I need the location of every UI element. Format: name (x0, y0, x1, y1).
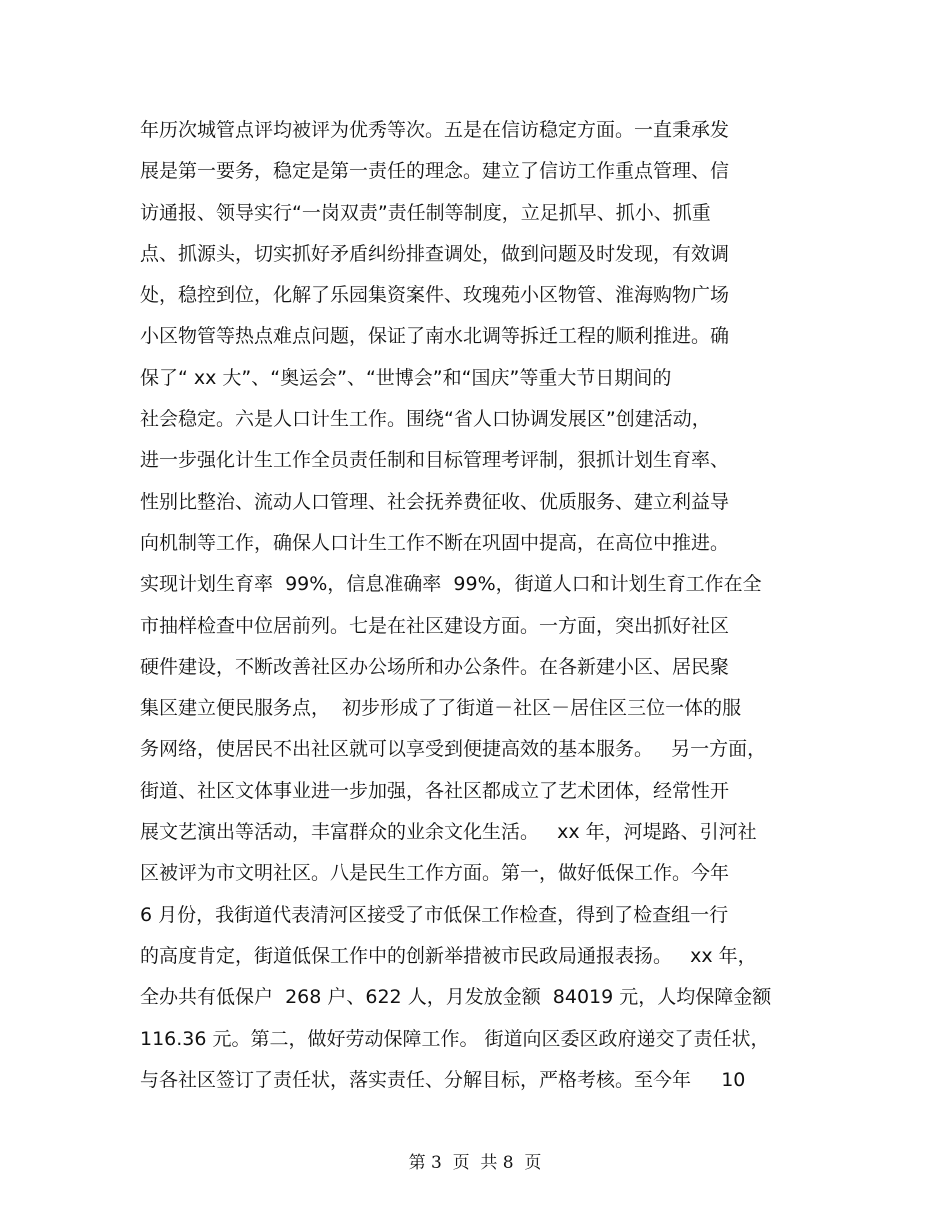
text-line: 硬件建设，不断改善社区办公场所和办公条件。在各新建小区、居民聚 (140, 655, 730, 678)
page-footer: 第 3 页 共 8 页 (408, 1153, 542, 1173)
text-line: 社会稳定。六是人口计生工作。围绕“省人口协调发展区”创建活动， (140, 408, 711, 431)
text-line: 的高度肯定，街道低保工作中的创新举措被市民政局通报表扬。 xx 年， (140, 944, 757, 967)
text-line: 向机制等工作，确保人口计生工作不断在巩固中提高，在高位中推进。 (140, 531, 730, 554)
text-line: 访通报、领导实行“一岗双责”责任制等制度，立足抓早、抓小、抓重 (140, 201, 711, 224)
text-line: 与各社区签订了责任状，落实责任、分解目标，严格考核。至今年 10 (140, 1068, 746, 1091)
text-line: 街道、社区文体事业进一步加强，各社区都成立了艺术团体，经常性开 (140, 779, 730, 802)
text-line: 市抽样检查中位居前列。七是在社区建设方面。一方面，突出抓好社区 (140, 614, 730, 637)
text-line: 区被评为市文明社区。八是民生工作方面。第一，做好低保工作。今年 (140, 862, 730, 885)
text-line: 集区建立便民服务点， 初步形成了了街道－社区－居住区三位一体的服 (140, 697, 742, 720)
text-line: 保了“ xx 大”、“奥运会”、“世博会”和“国庆”等重大节日期间的 (140, 366, 672, 389)
text-line: 性别比整治、流动人口管理、社会抚养费征收、优质服务、建立利益导 (140, 490, 730, 513)
body-text (140, 110, 820, 1101)
text-line: 小区物管等热点难点问题，保证了南水北调等拆迁工程的顺利推进。确 (140, 325, 730, 348)
text-line: 展文艺演出等活动，丰富群众的业余文化生活。 xx 年，河堤路、引河社 (140, 821, 757, 844)
text-line: 116.36 元。第二，做好劳动保障工作。 街道向区委区政府递交了责任状， (140, 1027, 770, 1050)
text-line: 实现计划生育率 99%，信息准确率 99%，街道人口和计划生育工作在全 (140, 573, 762, 596)
text-line: 务网络，使居民不出社区就可以享受到便捷高效的基本服务。 另一方面， (140, 738, 767, 761)
text-line: 处，稳控到位，化解了乐园集资案件、玫瑰苑小区物管、淮海购物广场 (140, 284, 730, 307)
text-line: 年历次城管点评均被评为优秀等次。五是在信访稳定方面。一直秉承发 (140, 119, 730, 141)
text-line: 6 月份，我街道代表清河区接受了市低保工作检查，得到了检查组一行 (140, 903, 729, 926)
text-line: 点、抓源头，切实抓好矛盾纠纷排查调处，做到问题及时发现，有效调 (140, 242, 730, 265)
text-line: 进一步强化计生工作全员责任制和目标管理考评制，狠抓计划生育率、 (140, 449, 730, 472)
text-line: 展是第一要务，稳定是第一责任的理念。建立了信访工作重点管理、信 (140, 160, 730, 183)
text-line: 全办共有低保户 268 户、622 人，月发放金额 84019 元，人均保障金额 (140, 986, 772, 1009)
